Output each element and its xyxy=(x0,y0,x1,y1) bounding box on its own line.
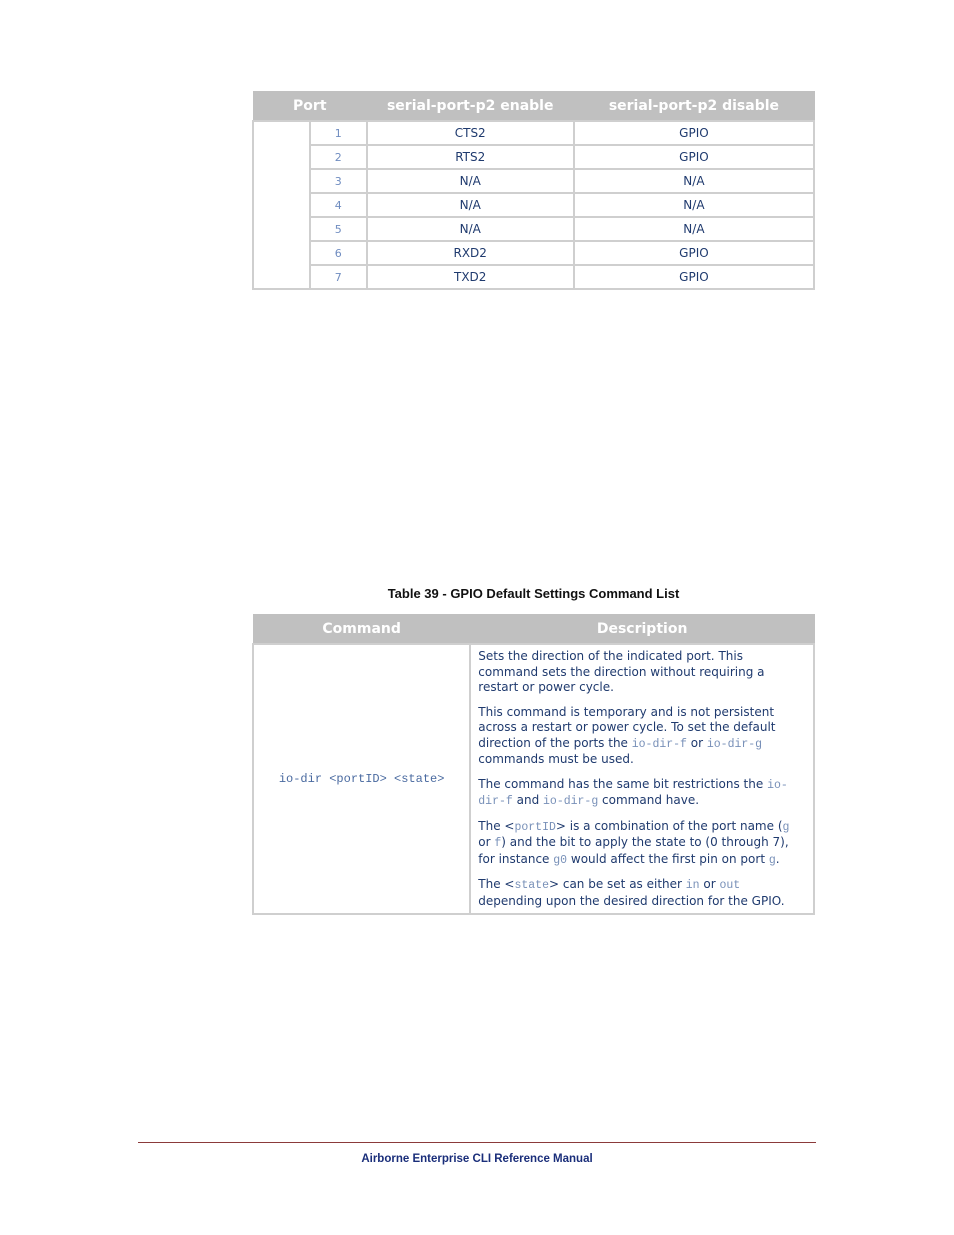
disable-value: N/A xyxy=(574,217,814,241)
port-cell xyxy=(253,121,310,289)
disable-value: GPIO xyxy=(574,265,814,289)
pin-number: 7 xyxy=(310,265,367,289)
table-row xyxy=(253,169,814,193)
desc-paragraph xyxy=(478,877,805,909)
text: depending upon the desired direction for the GPIO. xyxy=(478,893,785,908)
footer-title: Airborne Enterprise CLI Reference Manual xyxy=(361,1153,593,1165)
code-span: g xyxy=(782,820,790,834)
text: or xyxy=(478,835,495,849)
header-description: Description xyxy=(470,615,814,645)
command-table xyxy=(252,614,815,915)
code-span: portID xyxy=(514,820,556,834)
enable-value: RXD2 xyxy=(367,241,574,265)
text: > is a combination of the port name ( xyxy=(555,818,783,833)
text: command have. xyxy=(598,793,700,807)
disable-value: N/A xyxy=(574,169,814,193)
table-row xyxy=(253,217,814,241)
code-span: io-dir-g xyxy=(706,737,763,751)
command-cell: io-dir <portID> <state> xyxy=(253,644,470,914)
disable-value: GPIO xyxy=(574,241,814,265)
table-row xyxy=(253,121,814,145)
text: or xyxy=(699,877,720,891)
header-port: Port xyxy=(253,92,367,122)
code-span: io-dir-f xyxy=(478,778,788,808)
header-command: Command xyxy=(253,615,470,645)
enable-value: N/A xyxy=(367,169,574,193)
pin-number: 4 xyxy=(310,193,367,217)
code-span: g0 xyxy=(553,853,568,867)
desc-paragraph xyxy=(478,777,805,810)
footer-divider xyxy=(138,1142,816,1143)
table-row xyxy=(253,145,814,169)
disable-value: GPIO xyxy=(574,121,814,145)
header-disable: serial-port-p2 disable xyxy=(574,92,814,122)
text: ) and the bit to apply the state to (0 through 7), for instance xyxy=(478,835,789,866)
pin-number: 3 xyxy=(310,169,367,193)
enable-value: CTS2 xyxy=(367,121,574,145)
code-span: state xyxy=(514,879,549,892)
text: commands must be used. xyxy=(478,752,634,766)
text: . xyxy=(775,851,780,866)
disable-value: GPIO xyxy=(574,145,814,169)
code-span: io-dir-f xyxy=(631,737,687,751)
description-cell xyxy=(470,644,814,914)
table-row xyxy=(253,644,814,914)
text: > can be set as either xyxy=(548,877,686,891)
pin-number: 2 xyxy=(310,145,367,169)
port-mapping-table xyxy=(252,91,815,290)
code-span: g xyxy=(768,853,776,867)
table-row xyxy=(253,241,814,265)
text: or xyxy=(686,735,707,750)
text: The < xyxy=(478,818,515,833)
text: This command is temporary and is not persistent across a restart or power cycle. To set the default direction of the ports the xyxy=(478,704,776,750)
pin-number: 1 xyxy=(310,121,367,145)
enable-value: TXD2 xyxy=(367,265,574,289)
code-span: io-dir-g xyxy=(543,795,599,808)
enable-value: N/A xyxy=(367,193,574,217)
desc-paragraph xyxy=(478,705,805,768)
text: The command has the same bit restrictions the xyxy=(478,776,768,791)
enable-value: RTS2 xyxy=(367,145,574,169)
header-enable: serial-port-p2 enable xyxy=(367,92,574,122)
text: The < xyxy=(478,877,515,891)
pin-number: 6 xyxy=(310,241,367,265)
code-span: f xyxy=(494,837,502,850)
table-row xyxy=(253,265,814,289)
desc-paragraph xyxy=(478,819,805,869)
code-span: in xyxy=(685,879,700,892)
code-span: out xyxy=(719,879,741,892)
enable-value: N/A xyxy=(367,217,574,241)
text: would affect the first pin on port xyxy=(567,851,769,866)
text: and xyxy=(512,793,544,807)
pin-number: 5 xyxy=(310,217,367,241)
desc-paragraph: Sets the direction of the indicated port. This command sets the direction without requiring a restart or power cycle. xyxy=(478,649,765,694)
table-row xyxy=(253,193,814,217)
table-caption: Table 39 - GPIO Default Settings Command List xyxy=(387,586,680,601)
disable-value: N/A xyxy=(574,193,814,217)
